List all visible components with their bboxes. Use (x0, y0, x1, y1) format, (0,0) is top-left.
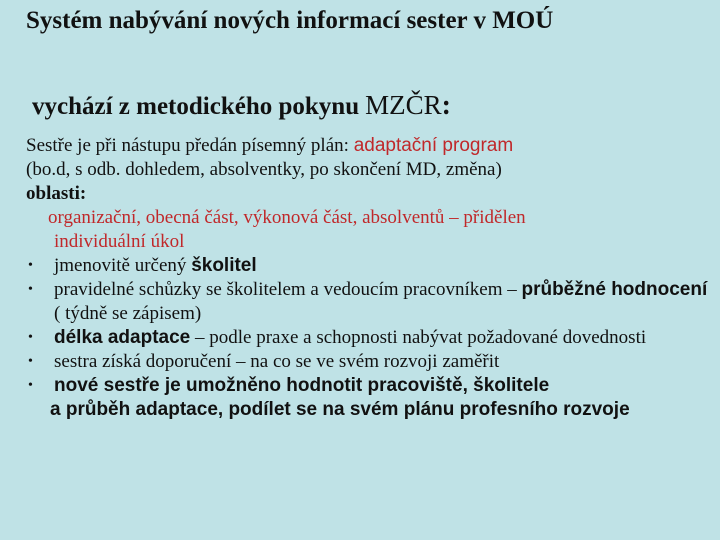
bullet-text: sestra získá doporučení – na co se ve svém rozvoji zaměřit (54, 351, 500, 372)
bullet-list (26, 254, 716, 398)
bullet-bold: průběžné hodnocení (521, 279, 708, 300)
bullet-icon: • (28, 258, 33, 273)
bullet-icon: • (28, 330, 33, 345)
areas-line-1: organizační, obecná část, výkonová část, absolventů – přidělen (48, 207, 526, 228)
last-line: a průběh adaptace, podílet se na svém plánu profesního rozvoje (50, 399, 630, 420)
intro-text: Sestře je při nástupu předán písemný plán: (26, 135, 354, 156)
list-item (26, 374, 716, 398)
bullet-icon: • (28, 378, 33, 393)
subtitle-org: MZČR (365, 90, 442, 120)
list-item (26, 278, 716, 326)
bullet-icon: • (28, 354, 33, 369)
bullet-bold: délka adaptace (54, 327, 191, 348)
areas-list (26, 206, 716, 254)
subtitle-text: vychází z metodického pokynu (32, 93, 360, 120)
bullet-text: jmenovitě určený (54, 255, 192, 276)
bullet-text-post: ( týdně se zápisem) (54, 303, 202, 324)
areas-line-2: individuální úkol (54, 231, 185, 252)
bullet-icon: • (28, 282, 33, 297)
bullet-text-post: – podle praxe a schopnosti nabývat požadované dovednosti (190, 327, 647, 348)
list-item (26, 350, 716, 374)
bullet-text: pravidelné schůzky se školitelem a vedoucím pracovníkem – (54, 279, 522, 300)
slide-content (26, 134, 716, 422)
list-item (26, 254, 716, 278)
bullet-bold: školitel (191, 255, 257, 276)
list-item (26, 326, 716, 350)
intro-paragraph (26, 134, 716, 158)
bullet-bold: nové sestře je umožněno hodnotit pracoviště, školitele (54, 375, 550, 396)
intro-note: (bo.d, s odb. dohledem, absolventky, po skončení MD, změna) (26, 159, 502, 180)
subtitle-colon: : (441, 90, 451, 121)
adaptation-program-highlight: adaptační program (353, 135, 514, 156)
slide-title: Systém nabývání nových informací sester v MOÚ (26, 7, 554, 34)
areas-label: oblasti: (26, 183, 87, 204)
slide-subtitle (32, 88, 712, 124)
